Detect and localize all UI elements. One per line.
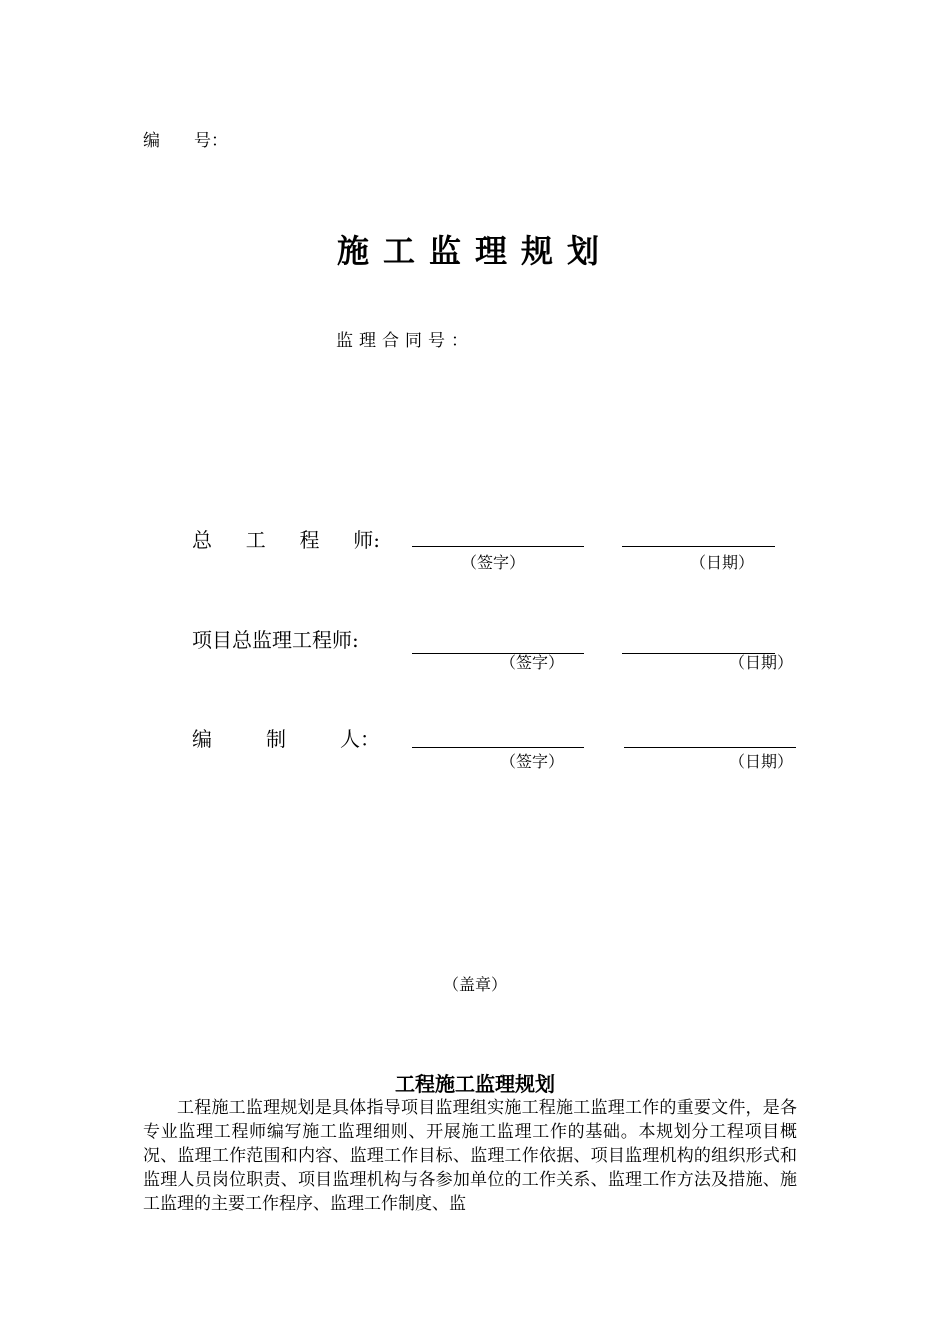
date-line (622, 546, 775, 547)
date-hint: （日期） (729, 653, 794, 672)
chief-engineer-label (192, 524, 380, 553)
date-hint: （日期） (690, 553, 755, 572)
chief-supervisor-label: 项目总监理工程师: (192, 628, 359, 652)
date-hint: （日期） (729, 752, 794, 771)
body-paragraph: 工程施工监理规划是具体指导项目监理组实施工程施工监理工作的重要文件，是各专业监理工程师编写施工监理细则、开展施工监理工作的基础。本规划分工程项目概况、监理工作范围和内容、监理工作目标、监理工作依据、项目监理机构的组织形式和监理人员岗位职责、项目监理机构与各参加单位的工作关系、监理工作方法及措施、施工监理的主要工作程序、监理工作制度、监 (143, 1098, 797, 1214)
label-char: 编 (192, 727, 212, 751)
signature-line (412, 747, 584, 748)
document-number-label (143, 126, 228, 151)
sign-hint: （签字） (500, 752, 565, 771)
stamp-label: （盖章） (442, 975, 507, 994)
label-char: 人： (340, 727, 380, 751)
sign-hint: （签字） (461, 553, 526, 572)
label-char: 程 (299, 528, 320, 552)
main-title: 施工监理规划 (336, 232, 613, 270)
label-char: 总 (192, 528, 212, 552)
label-char: 工 (245, 528, 266, 552)
number-label-char: 号： (194, 131, 228, 151)
number-label-char: 编 (143, 131, 160, 151)
section-title: 工程施工监理规划 (395, 1072, 555, 1096)
contract-number-label: 监理合同号： (336, 331, 474, 351)
compiler-label (192, 723, 380, 752)
sign-hint: （签字） (500, 653, 565, 672)
date-line (624, 747, 796, 748)
signature-line (412, 546, 584, 547)
label-char: 师: (353, 528, 380, 552)
label-char: 制 (266, 727, 286, 751)
